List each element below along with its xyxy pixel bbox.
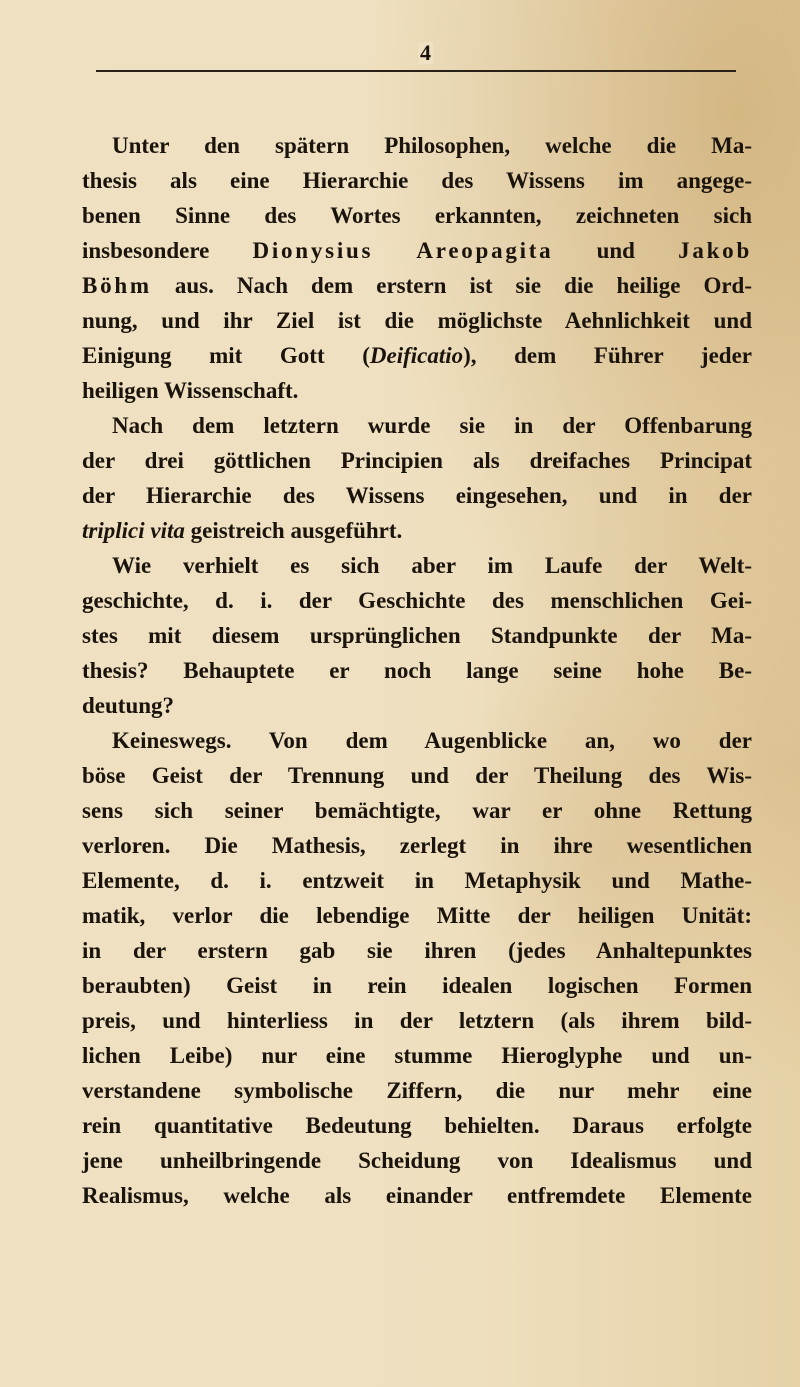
text-line: Keineswegs. Von dem Augenblicke an, wo der bbox=[112, 728, 752, 753]
page-header bbox=[96, 40, 736, 72]
text-line: heiligen Wissenschaft. bbox=[82, 378, 299, 403]
page-number: 4 bbox=[420, 40, 431, 65]
text-line: Realismus, welche als einander entfremdete Elemente bbox=[82, 1183, 752, 1208]
text-line: nung, und ihr Ziel ist die möglichste Aehnlichkeit und bbox=[82, 308, 752, 333]
text-line: jene unheilbringende Scheidung von Idealismus und bbox=[82, 1148, 752, 1173]
text-line: Unter den spätern Philosophen, welche die Ma- bbox=[112, 133, 752, 158]
text-line: lichen Leibe) nur eine stumme Hieroglyphe und un- bbox=[82, 1043, 752, 1068]
text-line: verstandene symbolische Ziffern, die nur mehr eine bbox=[82, 1078, 752, 1103]
text-line: Wie verhielt es sich aber im Laufe der Welt- bbox=[112, 553, 752, 578]
text-line: der drei göttlichen Principien als dreifaches Principat bbox=[82, 448, 752, 473]
spaced-name: Böhm bbox=[82, 273, 152, 298]
text-line: thesis als eine Hierarchie des Wissens im angege- bbox=[82, 168, 752, 193]
text-line: deutung? bbox=[82, 693, 175, 718]
text-line: der Hierarchie des Wissens eingesehen, und in der bbox=[82, 483, 752, 508]
spaced-name: Areopagita bbox=[416, 238, 554, 263]
text-line: matik, verlor die lebendige Mitte der heiligen Unität: bbox=[82, 903, 752, 928]
body-text bbox=[82, 128, 752, 1213]
spaced-name: Dionysius bbox=[252, 238, 374, 263]
text-line: Elemente, d. i. entzweit in Metaphysik und Mathe- bbox=[82, 868, 752, 893]
text-line: rein quantitative Bedeutung behielten. Daraus erfolgte bbox=[82, 1113, 752, 1138]
text-line: Böhm aus. Nach dem erstern ist sie die heilige Ord- bbox=[82, 273, 752, 298]
text-line: benen Sinne des Wortes erkannten, zeichneten sich bbox=[82, 203, 752, 228]
header-rule bbox=[96, 70, 736, 72]
text-line: Einigung mit Gott (Deificatio), dem Führer jeder bbox=[82, 343, 752, 368]
italic-term: Deificatio bbox=[369, 343, 464, 368]
text-line: Nach dem letztern wurde sie in der Offenbarung bbox=[112, 413, 752, 438]
text-line: stes mit diesem ursprünglichen Standpunkte der Ma- bbox=[82, 623, 752, 648]
text-line: thesis? Behauptete er noch lange seine hohe Be- bbox=[82, 658, 752, 683]
text-line: verloren. Die Mathesis, zerlegt in ihre wesentlichen bbox=[82, 833, 752, 858]
text-line: böse Geist der Trennung und der Theilung des Wis- bbox=[82, 763, 752, 788]
text-line: triplici vita geistreich ausgeführt. bbox=[82, 518, 403, 543]
italic-term: triplici vita bbox=[82, 518, 185, 543]
text-line: geschichte, d. i. der Geschichte des menschlichen Gei- bbox=[82, 588, 752, 613]
spaced-name: Jakob bbox=[678, 238, 752, 263]
text-line: preis, und hinterliess in der letztern (als ihrem bild- bbox=[82, 1008, 752, 1033]
text-line: insbesondere Dionysius Areopagita und Jakob bbox=[82, 238, 752, 263]
text-line: beraubten) Geist in rein idealen logischen Formen bbox=[82, 973, 752, 998]
text-line: in der erstern gab sie ihren (jedes Anhaltepunktes bbox=[82, 938, 752, 963]
text-line: sens sich seiner bemächtigte, war er ohne Rettung bbox=[82, 798, 752, 823]
